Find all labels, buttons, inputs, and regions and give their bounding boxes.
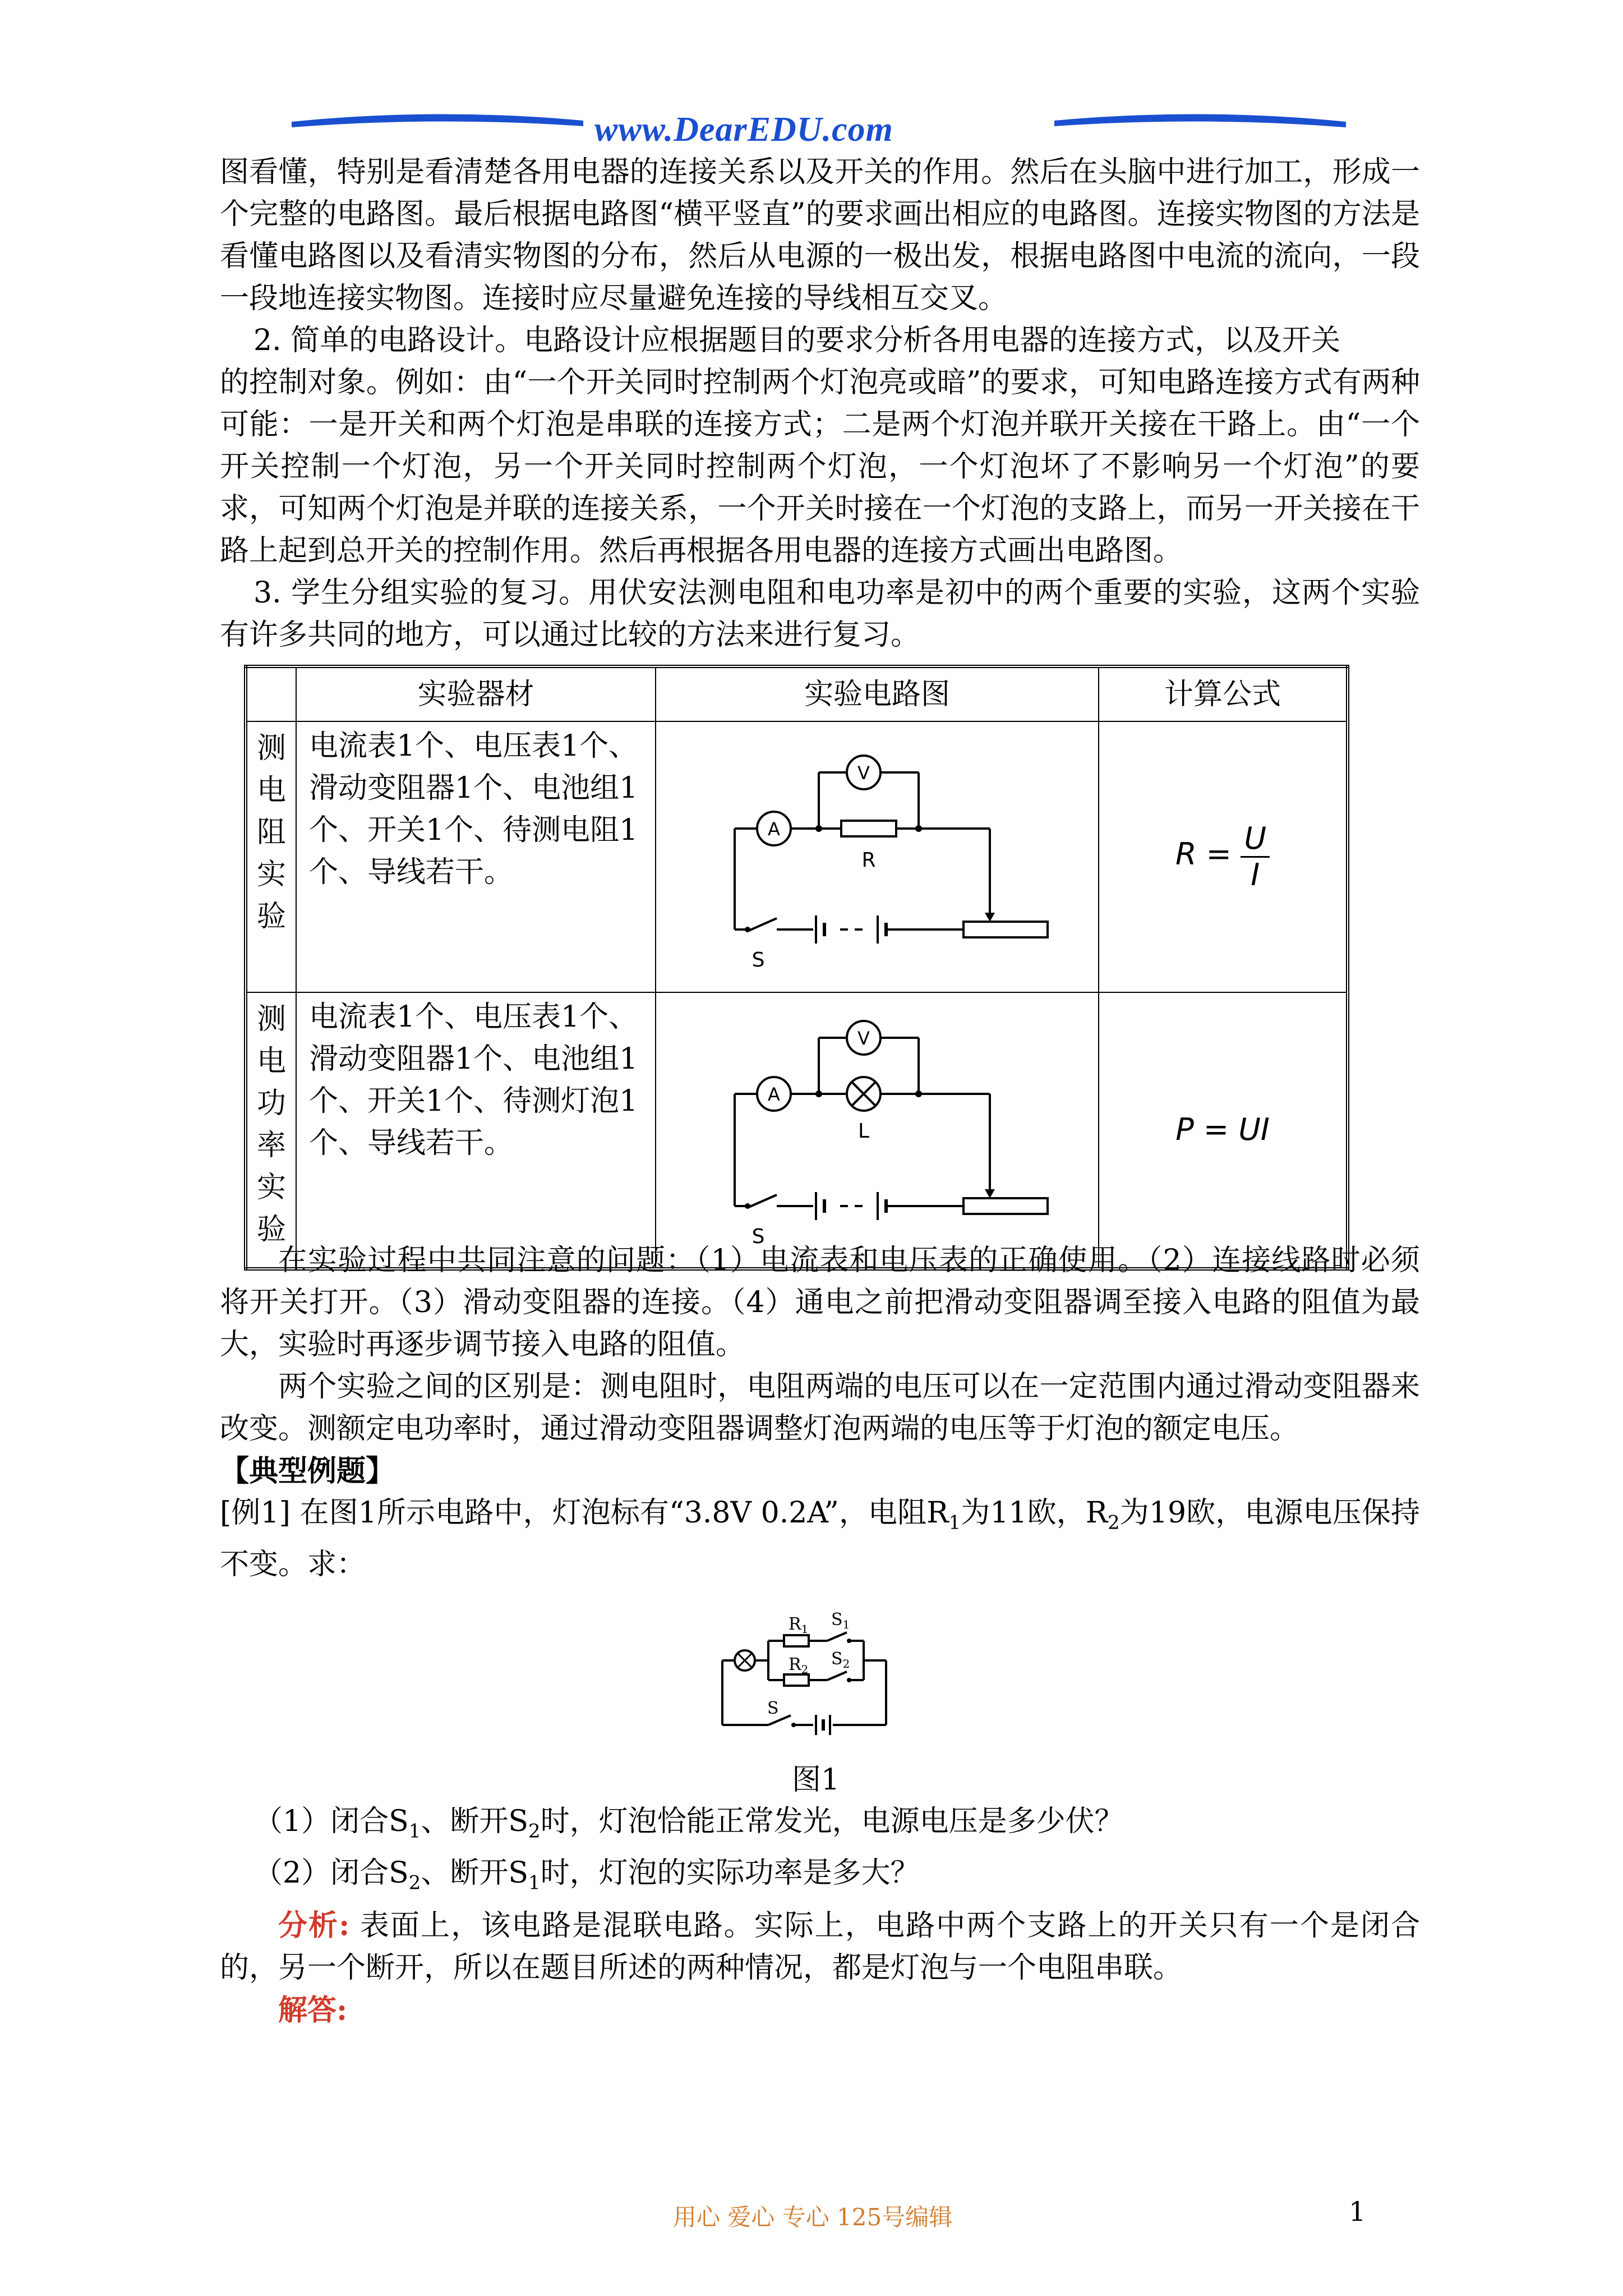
example-statement	[220, 1492, 1420, 1586]
paragraph-2-cont: 的控制对象。例如：由“一个开关同时控制两个灯泡亮或暗”的要求，可知电路连接方式有两种可能：一是开关和两个灯泡是串联的连接方式；二是两个灯泡并联开关接在干路上。由“一个开关控制一个灯泡，另一个开关同时控制两个灯泡，一个灯泡坏了不影响另一个灯泡”的要求，可知两个灯泡是并联的连接关系，一个开关时接在一个灯泡的支路上，而另一开关接在干路上起到总开关的控制作用。然后再根据各用电器的连接方式画出电路图。	[220, 366, 1420, 568]
fig1-label-s: S	[767, 1699, 779, 1718]
question-1	[220, 1801, 1420, 1852]
subscript: 2	[528, 1820, 541, 1843]
experiment-table	[244, 665, 1349, 1271]
analysis-label: 分析:	[278, 1908, 350, 1943]
row-name-char: 率	[256, 1129, 286, 1162]
formula-lhs: R =	[1175, 836, 1232, 872]
question-2	[220, 1852, 1420, 1904]
row-name-char: 实	[256, 1171, 286, 1204]
subscript: 1	[948, 1511, 961, 1534]
formula-resistance	[1099, 721, 1348, 992]
table-row-power	[246, 992, 1348, 1269]
question-text: 、断开S	[421, 1856, 528, 1890]
question-text: 时，灯泡的实际功率是多大？	[540, 1856, 920, 1890]
formula-fraction	[1241, 821, 1270, 892]
row-name-char: 电	[256, 1045, 286, 1078]
subscript: 2	[408, 1871, 421, 1894]
formula-power-text: P = UI	[1175, 1112, 1270, 1147]
footer-text: 用心 爱心 专心 125号编辑	[673, 2203, 953, 2231]
row-name-char: 阻	[256, 816, 286, 849]
row-name-char: 测	[256, 1002, 286, 1036]
switch-label: S	[751, 1225, 765, 1248]
fig1-label-s2: $S_2$	[831, 1649, 850, 1671]
body-text-lower	[220, 1240, 1420, 1586]
page-number: 1	[1349, 2196, 1366, 2228]
subscript: 2	[1108, 1511, 1120, 1534]
answer	[220, 1989, 1420, 2032]
formula-numerator: U	[1241, 821, 1270, 858]
resistance-circuit-diagram	[656, 722, 1098, 980]
paragraph-3: 3. 学生分组实验的复习。用伏安法测电阻和电功率是初中的两个重要的实验，这两个实验有许多共同的地方，可以通过比较的方法来进行复习。	[220, 576, 1420, 652]
question-text: （1）闭合S	[253, 1805, 409, 1838]
row-name-resistance	[246, 721, 296, 992]
materials-power: 电流表1个、电压表1个、滑动变阻器1个、电池组1个、开关1个、待测灯泡1个、导线若干。	[296, 992, 656, 1269]
row-name-char: 验	[256, 1213, 286, 1246]
materials-resistance: 电流表1个、电压表1个、滑动变阻器1个、电池组1个、开关1个、待测电阻1个、导线若干。	[296, 721, 656, 992]
voltmeter-label: V	[857, 1028, 870, 1049]
question-text: 、断开S	[421, 1805, 528, 1838]
section-title: 【典型例题】	[220, 1454, 395, 1488]
subscript: 1	[408, 1820, 421, 1843]
switch-label: S	[751, 949, 765, 972]
analysis-text: 表面上，该电路是混联电路。实际上，电路中两个支路上的开关只有一个是闭合的，另一个断开，所以在题目所述的两种情况，都是灯泡与一个电阻串联。	[220, 1908, 1421, 1985]
resistor-label: R	[861, 849, 876, 872]
header-site: www.DearEDU.com	[594, 111, 893, 149]
fig1-label-r1: $R_1$	[789, 1614, 809, 1636]
row-name-char: 功	[256, 1087, 286, 1120]
header-formula: 计算公式	[1099, 666, 1348, 721]
figure-1-caption: 图1	[792, 1763, 840, 1797]
table-header-row	[246, 666, 1348, 721]
formula-power	[1099, 992, 1348, 1269]
row-name-power	[246, 992, 296, 1269]
subscript: 1	[528, 1871, 541, 1894]
figure-1-circuit	[712, 1607, 914, 1747]
analysis	[220, 1904, 1420, 1989]
body-text-upper	[220, 151, 1420, 656]
questions-section	[220, 1801, 1420, 2032]
fig1-label-s1: $S_1$	[831, 1610, 850, 1631]
ammeter-label: A	[768, 818, 780, 840]
circuit-resistance	[656, 721, 1099, 992]
note-2: 两个实验之间的区别是：测电阻时，电阻两端的电压可以在一定范围内通过滑动变阻器来改变。测额定电功率时，通过滑动变阻器调整灯泡两端的电压等于灯泡的额定电压。	[220, 1370, 1420, 1446]
row-name-char: 测	[256, 731, 286, 765]
lamp-label: L	[857, 1120, 870, 1143]
header-empty	[246, 666, 296, 721]
row-name-char: 电	[256, 774, 286, 807]
header-circuit: 实验电路图	[656, 666, 1099, 721]
formula-denominator: I	[1251, 857, 1260, 892]
answer-label: 解答:	[278, 1993, 348, 2027]
paragraph-1: 图看懂，特别是看清楚各用电器的连接关系以及开关的作用。然后在头脑中进行加工，形成一个完整的电路图。最后根据电路图“横平竖直”的要求画出相应的电路图。连接实物图的方法是看懂电路图以及看清实物图的分布，然后从电源的一极出发，根据电路图中电流的流向，一段一段地连接实物图。连接时应尽量避免连接的导线相互交叉。	[220, 155, 1420, 315]
header-materials: 实验器材	[296, 666, 656, 721]
table-row-resistance	[246, 721, 1348, 992]
voltmeter-label: V	[857, 762, 870, 784]
note-1: 在实验过程中共同注意的问题：（1）电流表和电压表的正确使用。（2）连接线路时必须将开关打开。（3）滑动变阻器的连接。（4）通电之前把滑动变阻器调至接入电路的阻值为最大，实验时再逐步调节接入电路的阻值。	[220, 1244, 1420, 1361]
row-name-char: 实	[256, 858, 286, 891]
example-text: [例1] 在图1所示电路中，灯泡标有“3.8V 0.2A”，电阻R	[220, 1496, 949, 1530]
fig1-label-r2: $R_2$	[789, 1655, 809, 1676]
row-name-char: 验	[256, 900, 286, 933]
ammeter-label: A	[768, 1084, 780, 1105]
example-text: 为19欧，电源电压保持不变。求：	[220, 1496, 1421, 1582]
question-text: 时，灯泡恰能正常发光，电源电压是多少伏？	[540, 1805, 1124, 1838]
example-text: 为11欧，R	[961, 1496, 1108, 1530]
question-text: （2）闭合S	[253, 1856, 409, 1890]
circuit-power	[656, 992, 1099, 1269]
power-circuit-diagram	[656, 993, 1098, 1255]
paragraph-2-start: 2. 简单的电路设计。电路设计应根据题目的要求分析各用电器的连接方式，以及开关	[253, 324, 1341, 357]
